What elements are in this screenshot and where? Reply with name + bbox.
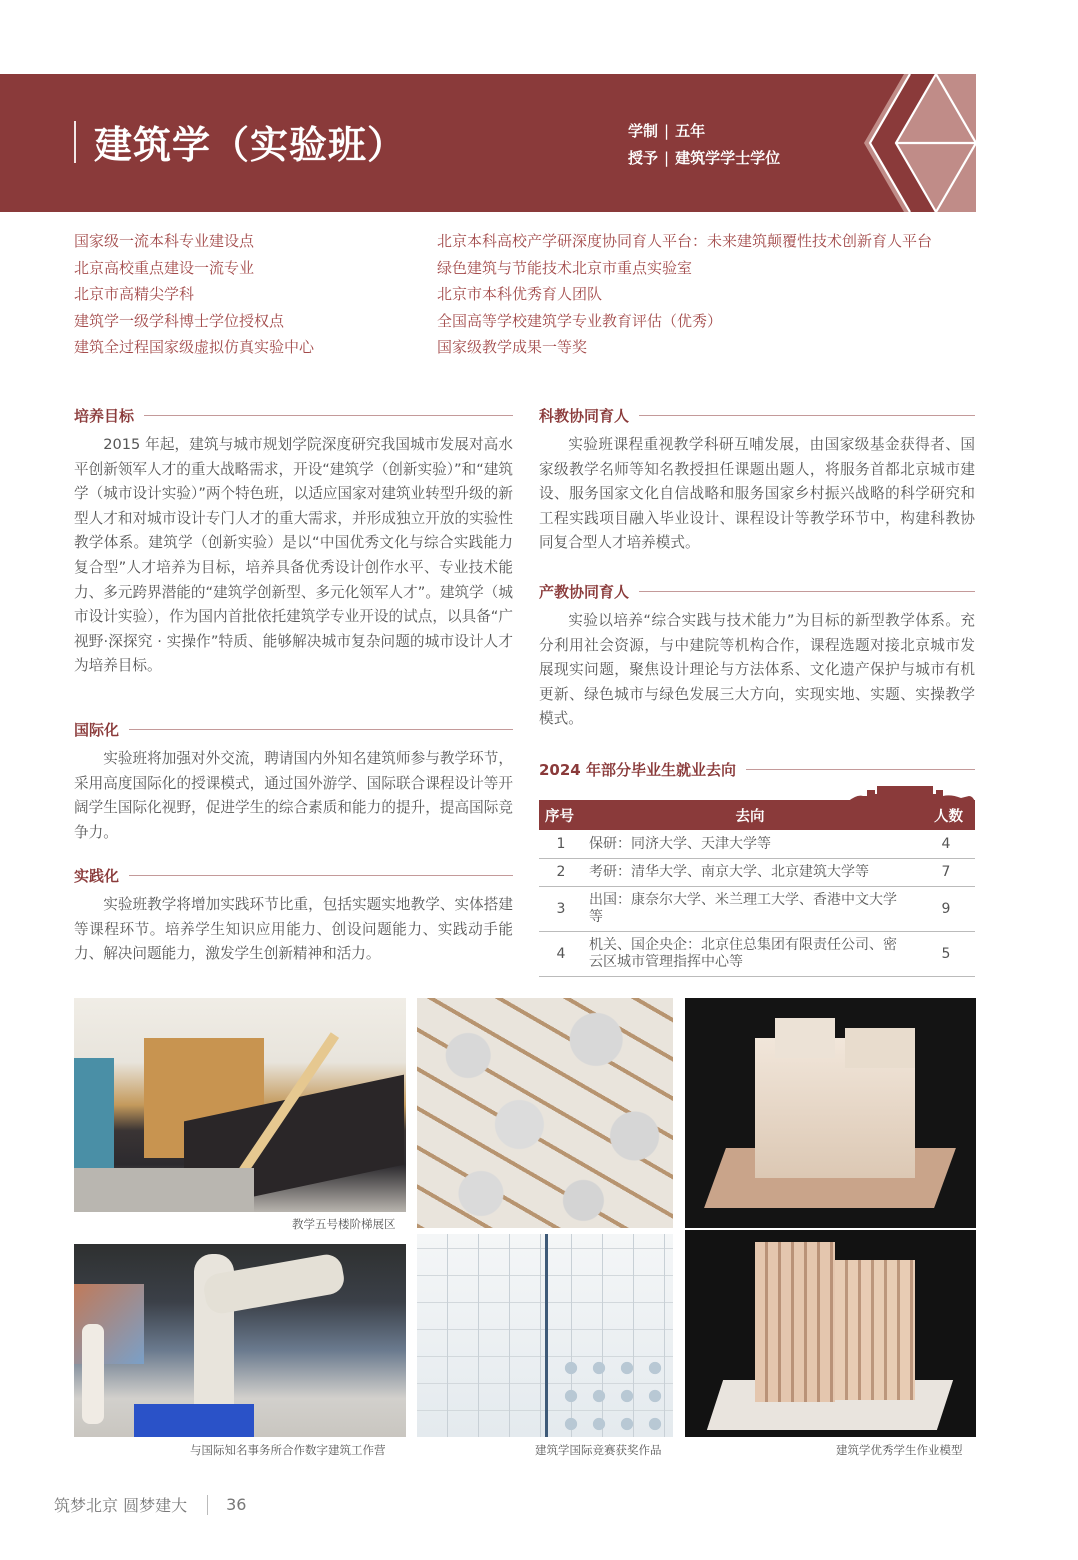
honors-list-right: [437, 228, 932, 361]
honors-list-left: [74, 228, 314, 361]
row-count: 5: [917, 932, 975, 977]
section-heading-employment: [539, 759, 975, 779]
honor-item: 北京高校重点建设一流专业: [74, 258, 255, 277]
separator: |: [664, 122, 670, 140]
honor-item: 北京本科高校产学研深度协同育人平台：未来建筑颠覆性技术创新育人平台: [437, 232, 933, 250]
program-meta: [628, 118, 780, 172]
page-title: 建筑学（实验班）: [94, 123, 407, 167]
honor-item: 建筑全过程国家级虚拟仿真实验中心: [74, 338, 315, 357]
divider: [639, 591, 975, 592]
section-heading-international: [74, 719, 513, 739]
photo-model-bottom: [685, 1230, 976, 1437]
industry-paragraph: 实验以培养“综合实践与技术能力”为目标的新型教学体系。充分利用社会资源，与中建院等机构合作，课程选题对接北京城市发展现实问题，聚焦设计理论与方法体系、文化遗产保护与城市有机更新、绿色城市与绿色发展三大方向，实现实地、实题、实操教学模式。: [539, 612, 975, 728]
row-number: 1: [539, 830, 583, 859]
caption-competition: 建筑学国际竞赛获奖作品: [535, 1443, 662, 1457]
practice-paragraph: 实验班教学将增加实践环节比重，包括实题实地教学、实体搭建等课程环节。培养学生知识应用能力、创设问题能力、实践动手能力、解决问题能力，激发学生创新精神和活力。: [74, 896, 513, 963]
page-footer: [54, 1493, 246, 1516]
degree-label: 授予: [628, 149, 659, 167]
table-row: [539, 859, 975, 887]
row-number: 4: [539, 932, 583, 977]
photo-model-top: [685, 998, 976, 1228]
row-number: 2: [539, 859, 583, 887]
section-heading-label: 2024 年部分毕业生就业去向: [539, 760, 736, 779]
section-heading-label: 培养目标: [74, 406, 135, 425]
photo-stair-exhibit: [74, 998, 406, 1212]
section-heading-label: 实践化: [74, 866, 120, 885]
honor-item: 建筑学一级学科博士学位授权点: [74, 311, 285, 330]
employment-table: [539, 800, 975, 977]
row-destination: 考研：清华大学、南京大学、北京建筑大学等: [583, 859, 917, 887]
degree-value: 建筑学学士学位: [675, 149, 781, 167]
column-header-no: 序号: [539, 800, 583, 830]
section-heading-practice: [74, 865, 513, 885]
duration-label: 学制: [628, 122, 659, 140]
divider: [129, 729, 513, 730]
honor-item: 国家级一流本科专业建设点: [74, 232, 255, 250]
duration-row: [628, 118, 780, 145]
table-row: [539, 887, 975, 932]
table-row: [539, 932, 975, 977]
photo-competition-top: [417, 998, 673, 1228]
photo-robot-studio: [74, 1244, 406, 1437]
table-row: [539, 830, 975, 859]
caption-robot-studio: 与国际知名事务所合作数字建筑工作营: [190, 1443, 386, 1457]
title-accent-bar: [74, 121, 76, 163]
degree-row: [628, 145, 780, 172]
divider: [144, 415, 513, 416]
footer-divider: [207, 1495, 208, 1515]
section-heading-industry: [539, 581, 975, 601]
section-heading-label: 科教协同育人: [539, 406, 630, 425]
separator: |: [664, 149, 670, 167]
divider: [639, 415, 975, 416]
row-destination: 机关、国企央企：北京住总集团有限责任公司、密云区城市管理指挥中心等: [583, 932, 917, 977]
photo-competition-bottom: [417, 1234, 673, 1437]
section-heading-research: [539, 405, 975, 425]
section-heading-label: 国际化: [74, 720, 120, 739]
honor-item: 绿色建筑与节能技术北京市重点实验室: [437, 258, 693, 277]
section-heading-label: 产教协同育人: [539, 582, 630, 601]
honor-item: 全国高等学校建筑学专业教育评估（优秀）: [437, 311, 723, 330]
row-count: 7: [917, 859, 975, 887]
research-paragraph: 实验班课程重视教学科研互哺发展，由国家级基金获得者、国家级教学名师等知名教授担任课题出题人，将服务首都北京城市建设、服务国家文化自信战略和服务国家乡村振兴战略的科学研究和工程实践项目融入毕业设计、课程设计等教学环节中，构建科教协同复合型人才培养模式。: [539, 436, 975, 552]
caption-model: 建筑学优秀学生作业模型: [836, 1443, 963, 1457]
page-number: 36: [226, 1495, 247, 1514]
footer-slogan: 筑梦北京 圆梦建大: [54, 1496, 188, 1515]
row-destination: 保研：同济大学、天津大学等: [583, 830, 917, 859]
honor-item: 国家级教学成果一等奖: [437, 338, 588, 357]
column-header-count: 人数: [917, 800, 975, 830]
row-count: 9: [917, 887, 975, 932]
row-destination: 出国：康奈尔大学、米兰理工大学、香港中文大学等: [583, 887, 917, 932]
row-number: 3: [539, 887, 583, 932]
table-header-row: [539, 800, 975, 830]
honor-item: 北京市高精尖学科: [74, 285, 195, 304]
divider: [129, 875, 513, 876]
caption-stair-exhibit: 教学五号楼阶梯展区: [292, 1217, 396, 1231]
geometric-logo-icon: [864, 74, 976, 212]
divider: [746, 769, 975, 770]
duration-value: 五年: [675, 122, 706, 140]
column-header-destination: 去向: [583, 800, 917, 830]
row-count: 4: [917, 830, 975, 859]
honor-item: 北京市本科优秀育人团队: [437, 285, 603, 304]
international-paragraph: 实验班将加强对外交流，聘请国内外知名建筑师参与教学环节，采用高度国际化的授课模式，通过国外游学、国际联合课程设计等开阔学生国际化视野，促进学生的综合素质和能力的提升，提高国际竞争力。: [74, 750, 513, 841]
section-heading-goal: [74, 405, 513, 425]
goal-paragraph: 2015 年起，建筑与城市规划学院深度研究我国城市发展对高水平创新领军人才的重大战略需求，开设“建筑学（创新实验）”和“建筑学（城市设计实验）”两个特色班，以适应国家对建筑业转型升级的新型人才和对城市设计专门人才的重大需求，并形成独立开放的实验性教学体系。建筑学（创新实验）是以“中国优秀文化与综合实践能力复合型”人才培养为目标，培养具备优秀设计创作水平、专业技术能力、多元跨界潜能的“建筑学创新型、多元化领军人才”。建筑学（城市设计实验），作为国内首批依托建筑学专业开设的试点，以具备“广视野·深探究 · 实操作”特质、能够解决城市复杂问题的城市设计人才为培养目标。: [74, 436, 513, 675]
